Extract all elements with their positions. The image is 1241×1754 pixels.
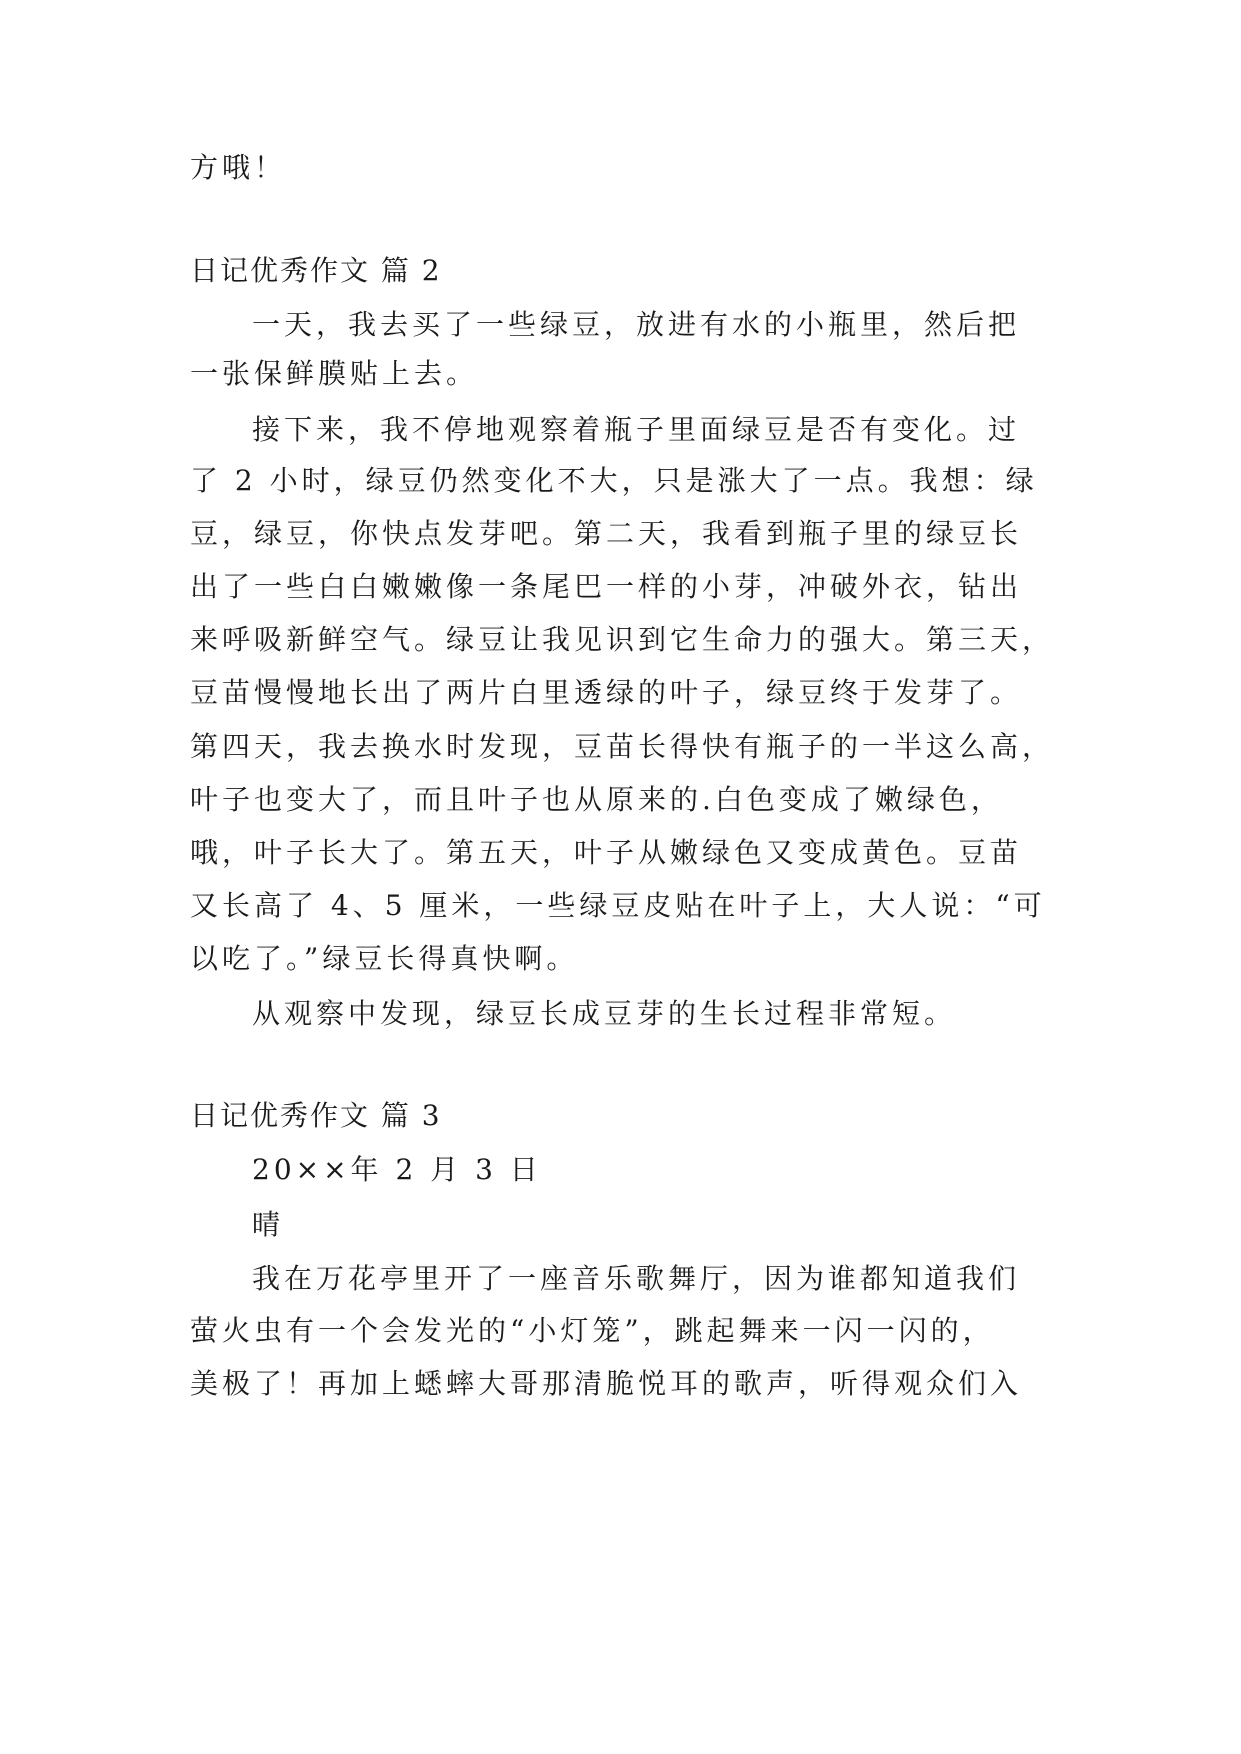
paragraph-line: 哦，叶子长大了。第五天，叶子从嫩绿色又变成黄色。豆苗 <box>190 836 1023 869</box>
paragraph-line: 一张保鲜膜贴上去。 <box>190 357 479 390</box>
paragraph-line: 接下来，我不停地观察着瓶子里面绿豆是否有变化。过 <box>252 413 1021 446</box>
paragraph-line: 方哦！ <box>190 151 287 184</box>
paragraph-line: 美极了！再加上蟋蟀大哥那清脆悦耳的歌声，听得观众们入 <box>190 1367 1023 1400</box>
paragraph-line: 我在万花亭里开了一座音乐歌舞厅，因为谁都知道我们 <box>252 1262 1021 1295</box>
paragraph-line: 了 2 小时，绿豆仍然变化不大，只是涨大了一点。我想：绿 <box>190 464 1038 497</box>
section-heading: 日记优秀作文 篇 2 <box>190 254 442 287</box>
diary-date: 20××年 2 月 3 日 <box>252 1153 542 1186</box>
section-heading: 日记优秀作文 篇 3 <box>190 1099 442 1132</box>
paragraph-line: 豆，绿豆，你快点发芽吧。第二天，我看到瓶子里的绿豆长 <box>190 517 1023 550</box>
paragraph-line: 从观察中发现，绿豆长成豆芽的生长过程非常短。 <box>252 997 957 1030</box>
diary-weather: 晴 <box>252 1208 285 1241</box>
paragraph-line: 又长高了 4、5 厘米，一些绿豆皮贴在叶子上，大人说：“可 <box>190 889 1046 922</box>
paragraph-line: 第四天，我去换水时发现，豆苗长得快有瓶子的一半这么高， <box>190 730 1055 763</box>
paragraph-line: 萤火虫有一个会发光的“小灯笼”，跳起舞来一闪一闪的， <box>190 1314 995 1347</box>
paragraph-line: 以吃了。”绿豆长得真快啊。 <box>190 942 579 975</box>
paragraph-line: 来呼吸新鲜空气。绿豆让我见识到它生命力的强大。第三天， <box>190 623 1055 656</box>
paragraph-line: 一天，我去买了一些绿豆，放进有水的小瓶里，然后把 <box>252 308 1021 341</box>
paragraph-line: 叶子也变大了，而且叶子也从原来的.白色变成了嫩绿色， <box>190 783 1003 816</box>
paragraph-line: 豆苗慢慢地长出了两片白里透绿的叶子，绿豆终于发芽了。 <box>190 676 1023 709</box>
paragraph-line: 出了一些白白嫩嫩像一条尾巴一样的小芽，冲破外衣，钻出 <box>190 570 1023 603</box>
